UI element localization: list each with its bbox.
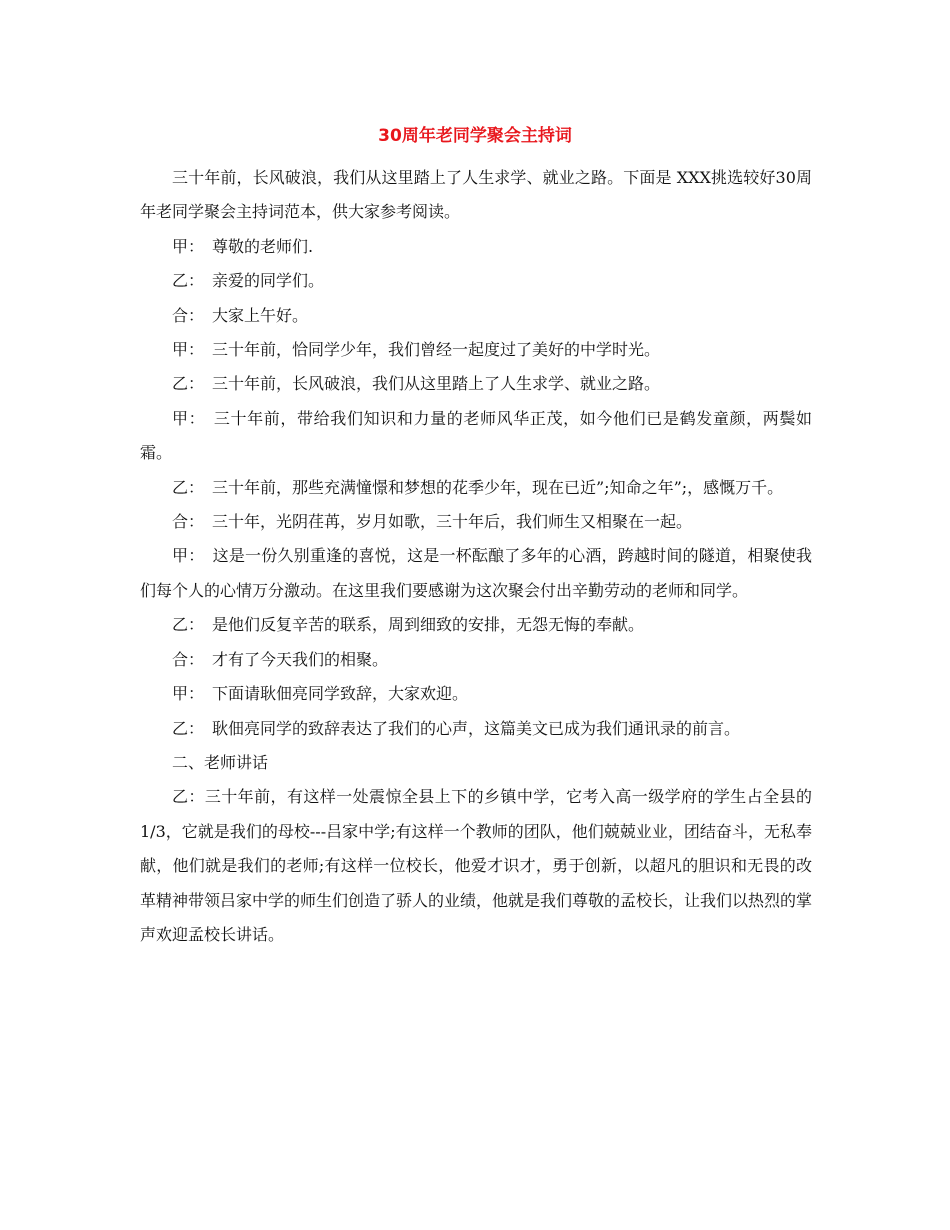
document-body	[140, 161, 812, 952]
script-line: 甲： 这是一份久别重逢的喜悦，这是一杯酝酿了多年的心酒，跨越时间的隧道，相聚使我们每个人的心情万分激动。在这里我们要感谢为这次聚会付出辛勤劳动的老师和同学。	[140, 546, 812, 600]
script-line: 乙： 亲爱的同学们。	[172, 271, 325, 291]
script-line: 合： 三十年，光阴荏苒，岁月如歌，三十年后，我们师生又相聚在一起。	[172, 512, 693, 532]
intro-paragraph: 三十年前，长风破浪，我们从这里踏上了人生求学、就业之路。下面是 XXX挑选较好30周年老同学聚会主持词范本，供大家参考阅读。	[140, 168, 812, 222]
script-line: 乙： 耿佃亮同学的致辞表达了我们的心声，这篇美文已成为我们通讯录的前言。	[172, 718, 741, 738]
script-line: 合： 大家上午好。	[172, 305, 309, 325]
section-heading: 二、老师讲话	[172, 752, 269, 772]
script-line: 乙：三十年前，有这样一处震惊全县上下的乡镇中学，它考入高一级学府的学生占全县的1/3，它就是我们的母校---吕家中学;有这样一个教师的团队，他们兢兢业业，团结奋斗，无私奉献，他们就是我们的老师;有这样一位校长，他爱才识才，勇于创新，以超凡的胆识和无畏的改革精神带领吕家中学的师生们创造了骄人的业绩，他就是我们尊敬的孟校长，让我们以热烈的掌声欢迎孟校长讲话。	[140, 787, 813, 944]
script-line: 甲： 尊敬的老师们.	[172, 236, 314, 256]
script-line: 乙： 三十年前，那些充满憧憬和梦想的花季少年，现在已近”;知命之年”;，感慨万千。	[172, 477, 784, 497]
script-line: 甲： 三十年前，恰同学少年，我们曾经一起度过了美好的中学时光。	[172, 340, 661, 360]
script-line: 甲： 三十年前，带给我们知识和力量的老师风华正茂，如今他们已是鹤发童颜，两鬓如霜。	[140, 408, 812, 463]
document-title: 30周年老同学聚会主持词	[378, 126, 572, 146]
script-line: 乙： 是他们反复辛苦的联系，周到细致的安排，无怨无悔的奉献。	[172, 615, 645, 635]
script-line: 乙： 三十年前，长风破浪，我们从这里踏上了人生求学、就业之路。	[172, 374, 661, 394]
script-line: 合： 才有了今天我们的相聚。	[172, 649, 389, 669]
script-line: 甲： 下面请耿佃亮同学致辞，大家欢迎。	[172, 684, 469, 704]
